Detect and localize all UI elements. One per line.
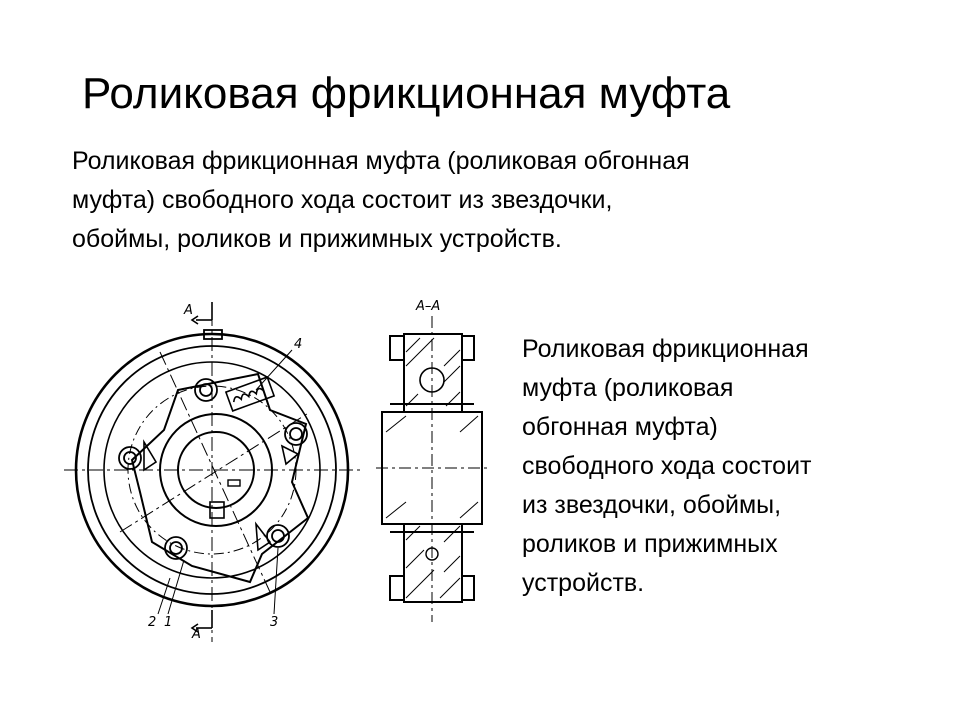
flange-left-bottom bbox=[390, 576, 404, 600]
callout-label-1: 1 bbox=[164, 615, 173, 630]
callout-label-2: 2 bbox=[148, 615, 157, 630]
intro-line: Роликовая фрикционная муфта (роликовая обгонная bbox=[72, 147, 690, 175]
side-line: роликов и прижимных bbox=[522, 530, 778, 558]
callout-label-3: 3 bbox=[270, 615, 279, 630]
flange-right-bottom bbox=[462, 576, 474, 600]
plunger-right bbox=[282, 446, 298, 464]
section-label-bottom: А bbox=[192, 627, 201, 642]
star-inner-ring bbox=[132, 374, 308, 582]
side-line: свободного хода состоит bbox=[522, 452, 812, 480]
plunger-left bbox=[144, 442, 156, 470]
section-label-top: А bbox=[184, 303, 193, 318]
intro-line: обоймы, роликов и прижимных устройств. bbox=[72, 225, 562, 253]
side-line: из звездочки, обоймы, bbox=[522, 491, 782, 519]
flange-left-top bbox=[390, 336, 404, 360]
intro-paragraph bbox=[72, 142, 892, 259]
side-line: Роликовая фрикционная bbox=[522, 335, 809, 363]
callout-label-4: 4 bbox=[294, 337, 303, 352]
side-line: обгонная муфта) bbox=[522, 413, 718, 441]
clutch-technical-drawing bbox=[60, 292, 500, 672]
side-line: муфта (роликовая bbox=[522, 374, 734, 402]
section-arrow-top bbox=[192, 302, 212, 324]
section-view-label: А–А bbox=[416, 299, 441, 314]
slide-title: Роликовая фрикционная муфта bbox=[82, 69, 731, 118]
side-line: устройств. bbox=[522, 569, 645, 597]
section-view bbox=[376, 316, 488, 622]
key-slot bbox=[228, 480, 240, 486]
side-paragraph bbox=[522, 330, 932, 603]
flange-right-top bbox=[462, 336, 474, 360]
roller-top bbox=[195, 379, 217, 401]
intro-line: муфта) свободного хода состоит из звездочки, bbox=[72, 186, 613, 214]
front-view bbox=[64, 302, 360, 642]
